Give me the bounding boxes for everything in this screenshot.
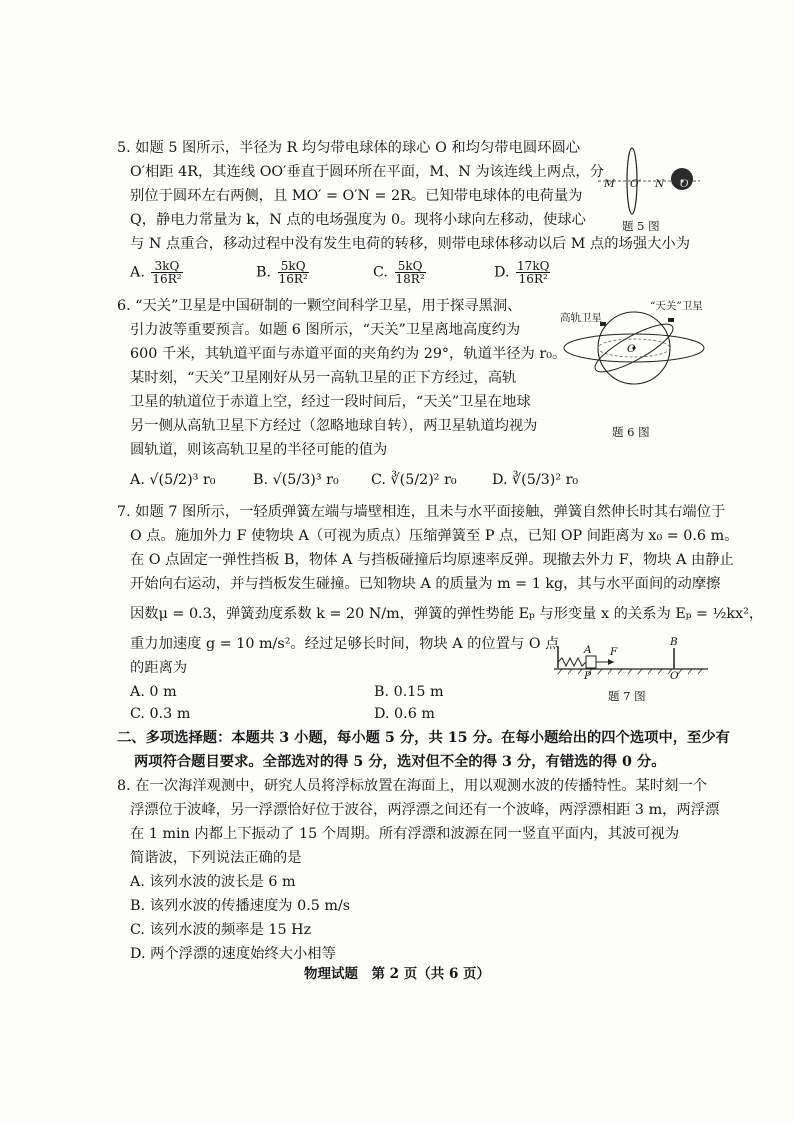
- q5-option-c[interactable]: [373, 260, 428, 285]
- q5-option-b-den: 16R²: [278, 272, 308, 286]
- q7-option-d[interactable]: [374, 704, 435, 724]
- q7-option-d-letter: D.: [374, 706, 390, 722]
- q7-line-7: 的距离为: [130, 660, 188, 676]
- q7-line-3: 在 O 点固定一弹性挡板 B，物体 A 与挡板碰撞后均原速率反弹。现撤去外力 F，物块 A 由静止: [130, 552, 734, 568]
- q5-option-b[interactable]: [256, 260, 311, 285]
- q5-line-1: 5. 如题 5 图所示，半径为 R 均匀带电球体的球心 O 和均匀带电圆环圆心: [117, 140, 581, 156]
- q5-option-c-den: 18R²: [395, 272, 425, 286]
- q7-option-a[interactable]: [130, 682, 177, 702]
- q5-option-c-fraction: [395, 260, 426, 285]
- fig5-label-o-prime: O′: [630, 178, 641, 190]
- q6-option-d-expr: ∛(5/3)² r₀: [512, 472, 579, 488]
- q7-option-c-text: 0.3 m: [149, 706, 191, 722]
- q5-option-d-num: 17kQ: [517, 259, 550, 273]
- q5-option-b-letter: B.: [256, 264, 272, 281]
- q8-line-4: 简谐波，下列说法正确的是: [130, 850, 302, 866]
- fig6-label-o: O: [627, 343, 636, 355]
- q7-option-b-text: 0.15 m: [393, 684, 444, 700]
- q6-option-b-expr: √(5/3)³ r₀: [272, 472, 339, 488]
- q6-option-c-letter: C.: [371, 472, 386, 488]
- q5-option-a-fraction: [151, 260, 182, 285]
- q8-option-c[interactable]: C. 该列水波的频率是 15 Hz: [130, 922, 312, 938]
- q5-line-4: Q，静电力常量为 k，N 点的电场强度为 0。现将小球向左移动，使球心: [130, 212, 586, 228]
- figure-5-caption: 题 5 图: [622, 219, 660, 233]
- q7-option-a-letter: A.: [130, 684, 145, 700]
- q6-line-1: 6. “天关”卫星是中国研制的一颗空间科学卫星，用于探寻黑洞、: [117, 298, 522, 314]
- q5-option-d-fraction: [516, 260, 550, 285]
- section-2-line-2: 两项符合题目要求。全部选对的得 5 分，选对但不全的得 3 分，有错选的得 0 分。: [134, 754, 666, 770]
- fig7-block-a: [586, 656, 596, 668]
- fig7-label-a: A: [584, 644, 592, 656]
- fig7-label-p: P: [584, 670, 592, 682]
- fig7-label-o: O: [670, 670, 679, 682]
- q7-line-6: 重力加速度 g = 10 m/s²。经过足够长时间，物块 A 的位置与 O 点: [130, 636, 560, 652]
- q7-line-5: 因数μ = 0.3，弹簧劲度系数 k = 20 N/m，弹簧的弹性势能 Eₚ 与形变量 x 的关系为 Eₚ = ½kx²，: [130, 606, 764, 622]
- q5-option-c-letter: C.: [373, 264, 388, 281]
- fig7-label-f: F: [610, 646, 618, 658]
- q6-line-3: 600 千米，其轨道平面与赤道平面的夹角约为 29°，轨道半径为 r₀。: [130, 346, 567, 362]
- q6-line-7: 圆轨道，则该高轨卫星的半径可能的值为: [130, 442, 388, 458]
- q7-line-2: O 点。施加外力 F 使物块 A（可视为质点）压缩弹簧至 P 点，已知 OP 间距离为 x₀ = 0.6 m。: [130, 528, 739, 544]
- q8-line-1: 8. 在一次海洋观测中，研究人员将浮标放置在海面上，用以观测水波的传播特性。某时刻一个: [117, 778, 708, 794]
- q6-option-b[interactable]: [253, 470, 339, 490]
- fig5-label-o: O: [680, 178, 689, 190]
- q5-option-a[interactable]: [130, 260, 185, 285]
- q5-line-3: 别位于圆环左右两侧，且 MO′ = O′N = 2R。已知带电球体的电荷量为: [130, 188, 583, 204]
- q5-line-5: 与 N 点重合，移动过程中没有发生电荷的转移，则带电球体移动以后 M 点的场强大小为: [130, 236, 691, 252]
- q6-option-c-expr: ∛(5/2)² r₀: [390, 472, 457, 488]
- q5-option-c-num: 5kQ: [395, 260, 426, 273]
- q6-option-c[interactable]: [371, 470, 457, 490]
- q5-option-d-den: 16R²: [518, 272, 548, 286]
- fig7-force-arrow-head: [608, 659, 614, 665]
- fig6-label-high-satellite: 高轨卫星: [560, 312, 602, 324]
- fig6-tianguan-satellite: [668, 318, 674, 322]
- section-2-line-1: 二、多项选择题：本题共 3 小题，每小题 5 分，共 15 分。在每小题给出的四个选项中，至少有: [117, 730, 730, 746]
- q8-option-d[interactable]: D. 两个浮漂的速度始终大小相等: [130, 946, 336, 962]
- q6-option-a-expr: √(5/2)³ r₀: [149, 472, 216, 488]
- q7-line-1: 7. 如题 7 图所示，一轻质弹簧左端与墙壁相连，且未与水平面接触，弹簧自然伸长时其右端位于: [117, 504, 726, 520]
- q7-option-b-letter: B.: [374, 684, 390, 700]
- q6-line-4: 某时刻，“天关”卫星刚好从另一高轨卫星的正下方经过，高轨: [130, 370, 517, 386]
- q8-line-2: 浮漂位于波峰，另一浮漂恰好位于波谷，两浮漂之间还有一个波峰，两浮漂相距 3 m，两浮漂: [130, 802, 720, 818]
- q7-line-4: 开始向右运动，并与挡板发生碰撞。已知物块 A 的质量为 m = 1 kg，其与水平面间的动摩擦: [130, 576, 721, 592]
- figure-7-caption: 题 7 图: [608, 689, 646, 703]
- fig7-label-b: B: [670, 636, 678, 648]
- q6-option-b-letter: B.: [253, 472, 269, 488]
- q6-option-a-letter: A.: [130, 472, 145, 488]
- q8-option-b[interactable]: B. 该列水波的传播速度为 0.5 m/s: [130, 898, 351, 914]
- fig5-label-n: N: [655, 178, 665, 190]
- q7-option-c-letter: C.: [130, 706, 145, 722]
- q5-option-b-num: 5kQ: [278, 260, 309, 273]
- q7-option-c[interactable]: [130, 704, 190, 724]
- q8-option-a[interactable]: A. 该列水波的波长是 6 m: [130, 874, 296, 890]
- q5-option-d-letter: D.: [494, 264, 510, 281]
- q6-option-d-letter: D.: [492, 472, 508, 488]
- fig6-label-tianguan: “天关”卫星: [650, 300, 703, 312]
- q6-line-6: 另一侧从高轨卫星下方经过（忽略地球自转），两卫星轨道均视为: [130, 418, 538, 434]
- figure-7-diagram: [552, 636, 712, 686]
- q5-option-a-den: 16R²: [152, 272, 182, 286]
- q7-option-d-text: 0.6 m: [394, 706, 435, 722]
- fig7-ground-hatch: [558, 669, 702, 674]
- q5-option-a-letter: A.: [130, 264, 145, 281]
- figure-6-caption: 题 6 图: [612, 425, 650, 439]
- q7-option-a-text: 0 m: [149, 684, 177, 700]
- fig5-label-m: M: [604, 178, 615, 190]
- q6-line-2: 引力波等重要预言。如题 6 图所示，“天关”卫星离地高度约为: [130, 322, 521, 338]
- fig7-spring: [558, 658, 586, 666]
- q5-line-2: O′相距 4R，其连线 OO′垂直于圆环所在平面，M、N 为该连线上两点，分: [130, 164, 605, 180]
- q8-line-3: 在 1 min 内都上下振动了 15 个周期。所有浮漂和波源在同一竖直平面内，其波可视为: [130, 826, 680, 842]
- q7-option-b[interactable]: [374, 682, 444, 702]
- q6-option-d[interactable]: [492, 470, 578, 490]
- q5-option-a-num: 3kQ: [151, 260, 182, 273]
- q6-line-5: 卫星的轨道位于赤道上空，经过一段时间后，“天关”卫星在地球: [130, 394, 531, 410]
- q6-option-a[interactable]: [130, 470, 216, 490]
- page-footer: 物理试题 第 2 页（共 6 页）: [303, 966, 491, 982]
- q5-option-b-fraction: [278, 260, 309, 285]
- q5-option-d[interactable]: [494, 260, 552, 285]
